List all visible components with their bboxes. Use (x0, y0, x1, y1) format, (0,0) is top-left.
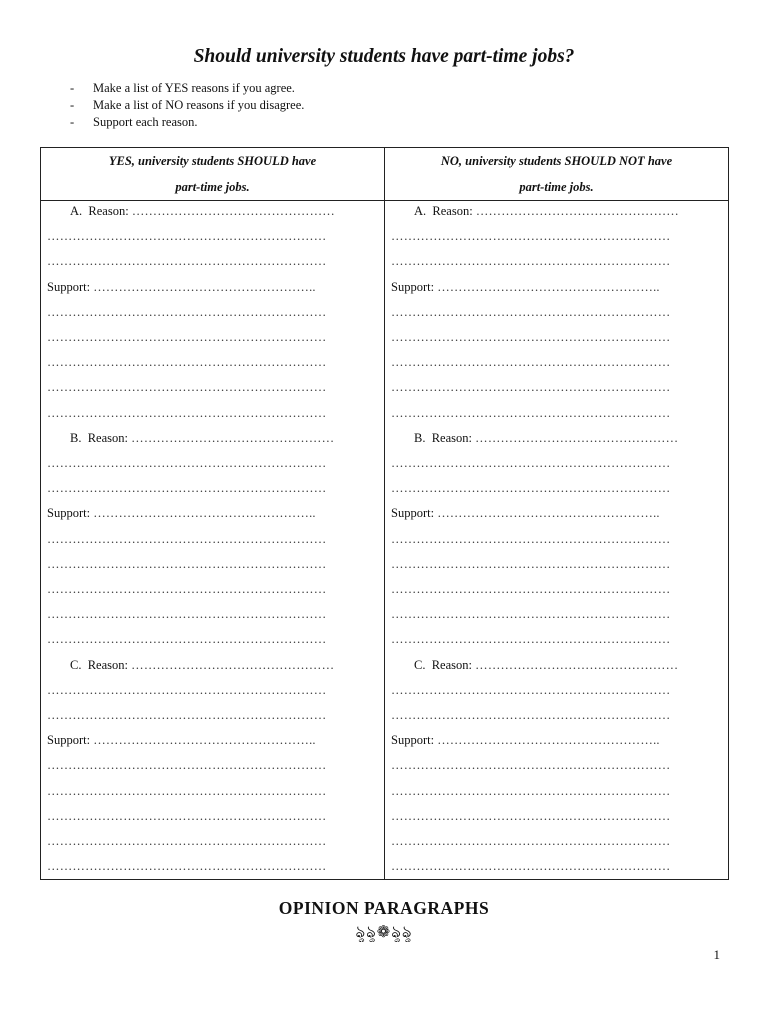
dotted-line[interactable]: ………………………………………………………… (391, 607, 671, 622)
reason-label: Reason: (87, 657, 128, 672)
dotted-line: …………………………………………….. (437, 279, 660, 294)
page-number: 1 (713, 947, 720, 962)
header-line: part-time jobs. (519, 180, 594, 194)
dotted-line[interactable]: ………………………………………………………… (391, 783, 671, 798)
dotted-line[interactable]: ………………………………………………………… (47, 783, 327, 798)
yes-answer-area (41, 201, 384, 879)
support-line[interactable] (391, 277, 708, 297)
instruction-item (70, 80, 304, 97)
dotted-line[interactable]: ………………………………………………………… (391, 834, 671, 848)
section-letter: B. (70, 430, 82, 445)
dotted-line: …………………………………………….. (437, 506, 660, 521)
dotted-line[interactable]: ………………………………………………………… (47, 556, 327, 571)
no-answer-area (385, 201, 728, 879)
support-label: Support: (47, 733, 91, 748)
instruction-text: Make a list of YES reasons if you agree. (93, 81, 295, 95)
dotted-line: ………………………………………… (131, 204, 336, 218)
dotted-line: …………………………………………….. (93, 733, 316, 748)
yes-column-body (41, 201, 385, 880)
dotted-line[interactable]: ………………………………………………………… (391, 229, 671, 244)
dotted-line[interactable]: ………………………………………………………… (47, 708, 327, 722)
dotted-line[interactable]: ………………………………………………………… (47, 304, 327, 319)
dotted-line[interactable]: ………………………………………………………… (47, 481, 327, 496)
section-letter: B. (414, 430, 426, 445)
dotted-line[interactable]: ………………………………………………………… (391, 355, 671, 370)
section-letter: C. (70, 657, 82, 672)
dotted-line[interactable]: ………………………………………………………… (47, 456, 327, 470)
dotted-line: …………………………………………….. (93, 506, 316, 521)
dotted-line[interactable]: ………………………………………………………… (391, 556, 671, 571)
dotted-line[interactable]: ………………………………………………………… (47, 229, 327, 244)
dotted-line[interactable]: ………………………………………………………… (47, 834, 327, 848)
dotted-line[interactable]: ………………………………………………………… (47, 758, 327, 773)
dotted-line: ………………………………………… (475, 204, 680, 218)
support-line[interactable] (391, 730, 708, 750)
reason-line[interactable] (391, 655, 708, 675)
dotted-line[interactable]: ………………………………………………………… (47, 330, 327, 344)
support-label: Support: (391, 733, 435, 748)
dotted-line[interactable]: ………………………………………………………… (47, 405, 327, 420)
section-letter: A. (414, 204, 427, 218)
reasons-table (40, 147, 729, 880)
bullet: - (70, 115, 75, 129)
bullet: - (70, 81, 75, 95)
page-title: Should university students have part-time jobs? (193, 46, 575, 67)
header-line: NO, university students SHOULD NOT have (440, 154, 673, 168)
dotted-line: …………………………………………….. (93, 279, 316, 294)
dotted-line[interactable]: ………………………………………………………… (47, 582, 327, 596)
dotted-line[interactable]: ………………………………………………………… (47, 682, 327, 697)
instruction-item (70, 114, 304, 131)
support-label: Support: (47, 279, 91, 294)
reason-line[interactable] (391, 428, 708, 448)
dotted-line: ………………………………………… (131, 657, 335, 672)
dotted-line[interactable]: ………………………………………………………… (47, 607, 327, 622)
support-line[interactable] (47, 730, 364, 750)
dotted-line[interactable]: ………………………………………………………… (391, 531, 671, 546)
instruction-text: Make a list of NO reasons if you disagree. (93, 98, 305, 112)
no-column-header (385, 148, 729, 201)
reason-label: Reason: (432, 204, 473, 218)
support-label: Support: (47, 506, 91, 521)
dotted-line: ………………………………………… (475, 657, 679, 672)
dotted-line[interactable]: ………………………………………………………… (391, 708, 671, 722)
support-label: Support: (391, 506, 435, 521)
dotted-line[interactable]: ………………………………………………………… (391, 481, 671, 496)
dotted-line[interactable]: ………………………………………………………… (391, 380, 671, 395)
support-line[interactable] (391, 503, 708, 523)
dotted-line[interactable]: ………………………………………………………… (47, 254, 327, 269)
no-column-body (385, 201, 729, 880)
instructions-list (70, 80, 304, 131)
dotted-line: …………………………………………….. (437, 733, 660, 748)
support-line[interactable] (47, 277, 364, 297)
dotted-line[interactable]: ………………………………………………………… (391, 330, 671, 344)
dotted-line[interactable]: ………………………………………………………… (391, 456, 671, 470)
support-label: Support: (391, 279, 435, 294)
dotted-line[interactable]: ………………………………………………………… (47, 355, 327, 370)
dotted-line[interactable]: ………………………………………………………… (391, 808, 671, 823)
section-letter: C. (414, 657, 426, 672)
dotted-line[interactable]: ………………………………………………………… (391, 758, 671, 773)
reason-line[interactable] (47, 428, 364, 448)
dotted-line[interactable]: ………………………………………………………… (47, 632, 327, 647)
dotted-line[interactable]: ………………………………………………………… (47, 380, 327, 395)
yes-column-header (41, 148, 385, 201)
dotted-line[interactable]: ………………………………………………………… (391, 405, 671, 420)
dotted-line[interactable]: ………………………………………………………… (391, 582, 671, 596)
dotted-line: ………………………………………… (475, 430, 679, 445)
dotted-line[interactable]: ………………………………………………………… (391, 632, 671, 647)
header-line: YES, university students SHOULD have (108, 154, 317, 168)
dotted-line[interactable]: ………………………………………………………… (47, 808, 327, 823)
reason-line[interactable] (391, 201, 708, 221)
dotted-line[interactable]: ………………………………………………………… (391, 254, 671, 269)
instruction-text: Support each reason. (93, 115, 198, 129)
instruction-item (70, 97, 304, 114)
reason-line[interactable] (47, 201, 364, 221)
dotted-line[interactable]: ………………………………………………………… (391, 859, 671, 874)
reason-label: Reason: (88, 204, 129, 218)
reason-label: Reason: (87, 430, 128, 445)
ornament-divider: ৡৡ❁ৡৡ (355, 924, 413, 941)
dotted-line[interactable]: ………………………………………………………… (47, 859, 327, 874)
reason-label: Reason: (431, 657, 472, 672)
dotted-line[interactable]: ………………………………………………………… (47, 531, 327, 546)
reason-line[interactable] (47, 655, 364, 675)
header-line: part-time jobs. (175, 180, 250, 194)
footer-heading: OPINION PARAGRAPHS (278, 898, 490, 918)
dotted-line: ………………………………………… (131, 430, 335, 445)
dotted-line[interactable]: ………………………………………………………… (391, 304, 671, 319)
dotted-line[interactable]: ………………………………………………………… (391, 682, 671, 697)
support-line[interactable] (47, 503, 364, 523)
section-letter: A. (70, 204, 83, 218)
reason-label: Reason: (431, 430, 472, 445)
bullet: - (70, 98, 75, 112)
